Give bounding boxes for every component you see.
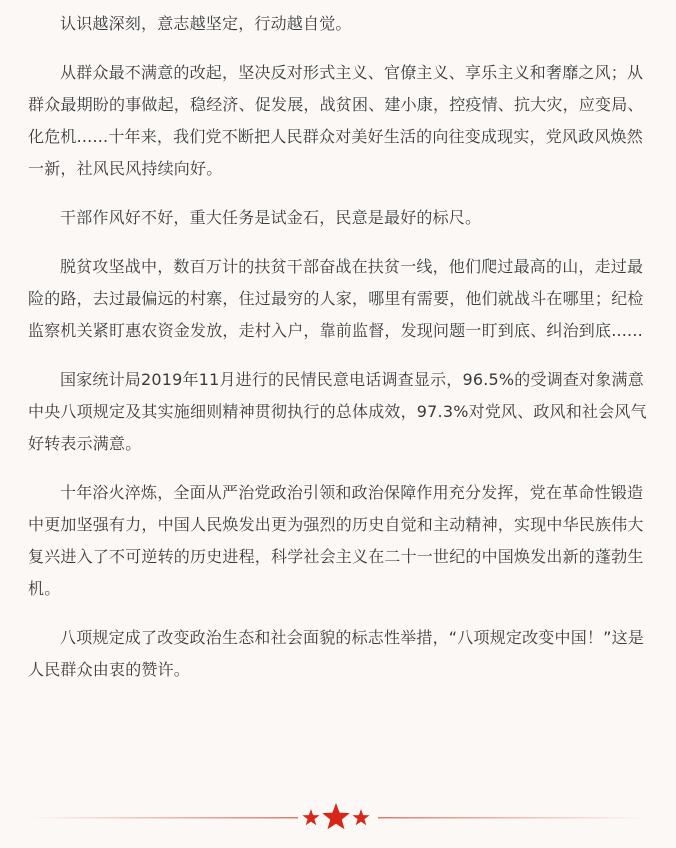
paragraph-2: 从群众最不满意的改起，坚决反对形式主义、官僚主义、享乐主义和奢靡之风；从群众最期盼的事做起，稳经济、促发展，战贫困、建小康，控疫情、抗大灾，应变局、化危机......十年来，我们党不断把人民群众对美好生活的向往变成现实，党风政风焕然一新，社风民风持续向好。 — [28, 63, 644, 178]
three-stars-icon — [0, 798, 676, 838]
divider-line-left — [30, 817, 298, 819]
star-right-icon — [352, 809, 369, 825]
paragraph-5: 国家统计局2019年11月进行的民情民意电话调查显示，96.5%的受调查对象满意中央八项规定及其实施细则精神贯彻执行的总体成效，97.3%对党风、政风和社会风气好转表示满意。 — [28, 370, 647, 453]
star-left-icon — [302, 809, 319, 825]
paragraph-4: 脱贫攻坚战中，数百万计的扶贫干部奋战在扶贫一线，他们爬过最高的山，走过最险的路，去过最偏远的村寨，住过最穷的人家，哪里有需要，他们就战斗在哪里；纪检监察机关紧盯惠农资金发放，走村入户，靠前监督，发现问题一盯到底、纠治到底...... — [28, 257, 644, 340]
divider-line-right — [378, 817, 646, 819]
paragraph-7: 八项规定成了改变政治生态和社会面貌的标志性举措，“八项规定改变中国！”这是人民群众由衷的赞许。 — [28, 628, 644, 679]
star-divider — [0, 798, 676, 838]
paragraph-1: 认识越深刻，意志越坚定，行动越自觉。 — [60, 14, 352, 33]
star-center-icon — [322, 803, 350, 829]
paragraph-6: 十年浴火淬炼，全面从严治党政治引领和政治保障作用充分发挥，党在革命性锻造中更加坚强有力，中国人民焕发出更为强烈的历史自觉和主动精神，实现中华民族伟大复兴进入了不可逆转的历史进程，科学社会主义在二十一世纪的中国焕发出新的蓬勃生机。 — [28, 483, 644, 598]
article-body — [28, 8, 652, 703]
paragraph-3: 干部作风好不好，重大任务是试金石，民意是最好的标尺。 — [60, 208, 482, 227]
